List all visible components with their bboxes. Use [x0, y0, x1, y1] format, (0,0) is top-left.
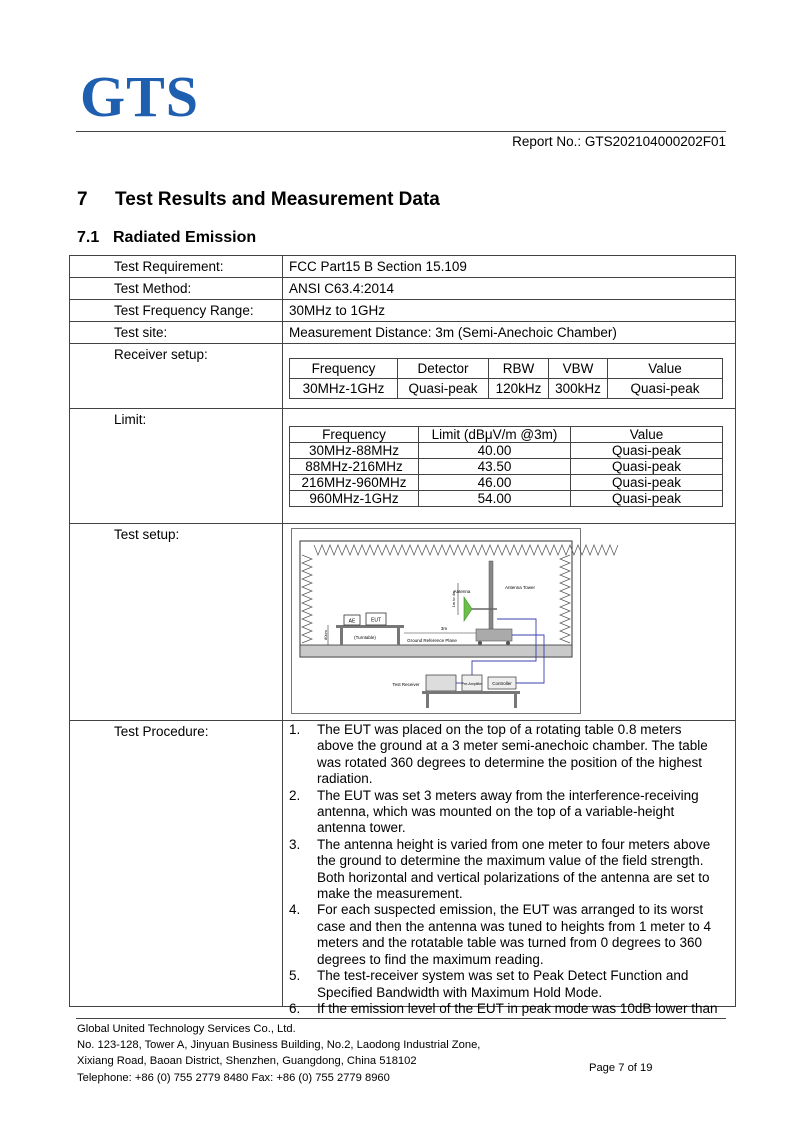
value-frequency-range: 30MHz to 1GHz	[289, 303, 386, 318]
row-test-requirement	[70, 256, 735, 277]
procedure-step: 4. For each suspected emission, the EUT was arranged to its worst case and then the antenna was tuned to heights from 1 meter to 4 meters and the rotatable table was turned from 0 degrees to 360 degrees to find the maximum reading.	[289, 902, 712, 967]
subsection-title: Radiated Emission	[113, 229, 257, 246]
limit-cell: 40.00	[419, 443, 571, 459]
tower-base	[476, 629, 512, 641]
controller-label: Controller	[492, 681, 512, 686]
test-receiver-box	[426, 675, 456, 691]
section-title: Test Results and Measurement Data	[115, 189, 440, 210]
value-test-site: Measurement Distance: 3m (Semi-Anechoic Chamber)	[289, 325, 617, 340]
equipment-table-leg	[514, 694, 517, 708]
limit-header-cell: Frequency	[290, 427, 419, 443]
subsection-number: 7.1	[77, 229, 100, 246]
equipment-table	[422, 691, 520, 694]
tower-wheel	[478, 641, 482, 645]
procedure-step: 6. If the emission level of the EUT in peak mode was 10dB lower than	[289, 1000, 718, 1016]
label-test-site: Test site:	[70, 322, 283, 343]
limit-cell: 54.00	[419, 491, 571, 507]
footer	[77, 1021, 480, 1086]
height-table-label: 80cm	[323, 630, 328, 640]
receiver-setup-table	[289, 358, 723, 399]
turntable-leg	[340, 628, 343, 645]
antenna-height-label: 1m to 4m	[451, 590, 456, 608]
limit-cell: Quasi-peak	[571, 459, 723, 475]
limit-table	[289, 426, 723, 507]
limit-cell: Quasi-peak	[571, 491, 723, 507]
footer-rule	[76, 1018, 726, 1019]
row-limit	[70, 408, 735, 523]
label-test-setup: Test setup:	[70, 524, 283, 720]
footer-address-line1: No. 123-128, Tower A, Jinyuan Business Building, No.2, Laodong Industrial Zone,	[77, 1039, 481, 1052]
row-test-site	[70, 321, 735, 343]
limit-cell: Quasi-peak	[571, 475, 723, 491]
header-rule	[76, 131, 726, 132]
antenna-label: Antenna	[453, 589, 471, 594]
value-test-requirement: FCC Part15 B Section 15.109	[289, 259, 467, 274]
receiver-header-cell: Value	[608, 359, 723, 379]
section-number: 7	[77, 189, 88, 210]
turntable-top	[336, 625, 404, 628]
tower-wheel	[506, 641, 510, 645]
absorber-right	[560, 555, 570, 643]
limit-header-cell: Value	[571, 427, 723, 443]
procedure-step: 3. The antenna height is varied from one meter to four meters above the ground to determine the maximum value of the field strength. Both horizontal and vertical polarizations of the antenna are set to make the measurement.	[289, 836, 711, 902]
section-heading	[77, 189, 440, 211]
test-receiver-label: Test Receiver	[392, 682, 420, 687]
footer-contact: Telephone: +86 (0) 755 2779 8480 Fax: +86 (0) 755 2779 8960	[77, 1071, 390, 1084]
tower-mast	[489, 561, 493, 631]
label-test-procedure: Test Procedure:	[70, 721, 283, 1006]
receiver-cell: Quasi-peak	[398, 379, 489, 399]
row-frequency-range	[70, 299, 735, 321]
receiver-header-cell: Detector	[398, 359, 489, 379]
antenna-tower-label: Antenna Tower	[505, 585, 535, 590]
limit-cell: 43.50	[419, 459, 571, 475]
label-test-method: Test Method:	[70, 278, 283, 299]
ae-label: AE	[348, 618, 356, 625]
company-logo: GTS	[80, 64, 200, 129]
procedure-list	[289, 722, 735, 1017]
procedure-step: 5. The test-receiver system was set to Peak Detect Function and Specified Bandwidth with Maximum Hold Mode.	[289, 968, 689, 1000]
limit-cell: 30MHz-88MHz	[290, 443, 419, 459]
limit-cell: 960MHz-1GHz	[290, 491, 419, 507]
report-number: Report No.: GTS202104000202F01	[512, 134, 726, 149]
label-frequency-range: Test Frequency Range:	[70, 300, 283, 321]
page-number: Page 7 of 19	[589, 1062, 653, 1074]
limit-cell: 216MHz-960MHz	[290, 475, 419, 491]
row-test-procedure	[70, 720, 735, 1016]
label-limit: Limit:	[70, 409, 283, 523]
row-test-method	[70, 277, 735, 299]
row-receiver-setup	[70, 343, 735, 408]
procedure-step: 1. The EUT was placed on the top of a rotating table 0.8 meters above the ground at a 3 meter semi-anechoic chamber. The table was rotated 360 degrees to determine the position of the highest radiation.	[289, 722, 708, 787]
ground-plane-label: Ground Reference Plane	[407, 638, 457, 643]
turntable-label: (Turntable)	[354, 635, 376, 640]
label-test-requirement: Test Requirement:	[70, 256, 283, 277]
row-test-setup	[70, 523, 735, 720]
receiver-cell: Quasi-peak	[608, 379, 723, 399]
subsection-heading	[77, 229, 256, 247]
limit-cell: 88MHz-216MHz	[290, 459, 419, 475]
absorber-left	[302, 555, 312, 643]
distance-label: 3m	[440, 626, 448, 631]
footer-company: Global United Technology Services Co., Ltd.	[77, 1023, 296, 1035]
chamber-floor	[300, 645, 572, 657]
limit-header-cell: Limit (dBμV/m @3m)	[419, 427, 571, 443]
receiver-cell: 120kHz	[489, 379, 549, 399]
procedure-step: 2. The EUT was set 3 meters away from the interference-receiving antenna, which was mounted on the top of a variable-height antenna tower.	[289, 787, 699, 836]
turntable-leg	[397, 628, 400, 645]
eut-label: EUT	[371, 617, 381, 624]
equipment-table-leg	[426, 694, 429, 708]
footer-address-line2: Xixiang Road, Baoan District, Shenzhen, Guangdong, China 518102	[77, 1055, 417, 1068]
limit-cell: 46.00	[419, 475, 571, 491]
value-test-method: ANSI C63.4:2014	[289, 281, 395, 296]
receiver-header-cell: VBW	[549, 359, 608, 379]
antenna-element	[464, 597, 472, 621]
label-receiver-setup: Receiver setup:	[70, 344, 283, 408]
receiver-header-cell: RBW	[489, 359, 549, 379]
pre-amplifier-label: Pre-Amplifier	[461, 682, 483, 686]
test-setup-diagram	[291, 528, 581, 714]
test-info-table	[69, 255, 736, 1016]
receiver-header-cell: Frequency	[290, 359, 398, 379]
receiver-cell: 300kHz	[549, 379, 608, 399]
cable	[512, 635, 544, 683]
limit-cell: Quasi-peak	[571, 443, 723, 459]
receiver-cell: 30MHz-1GHz	[290, 379, 398, 399]
